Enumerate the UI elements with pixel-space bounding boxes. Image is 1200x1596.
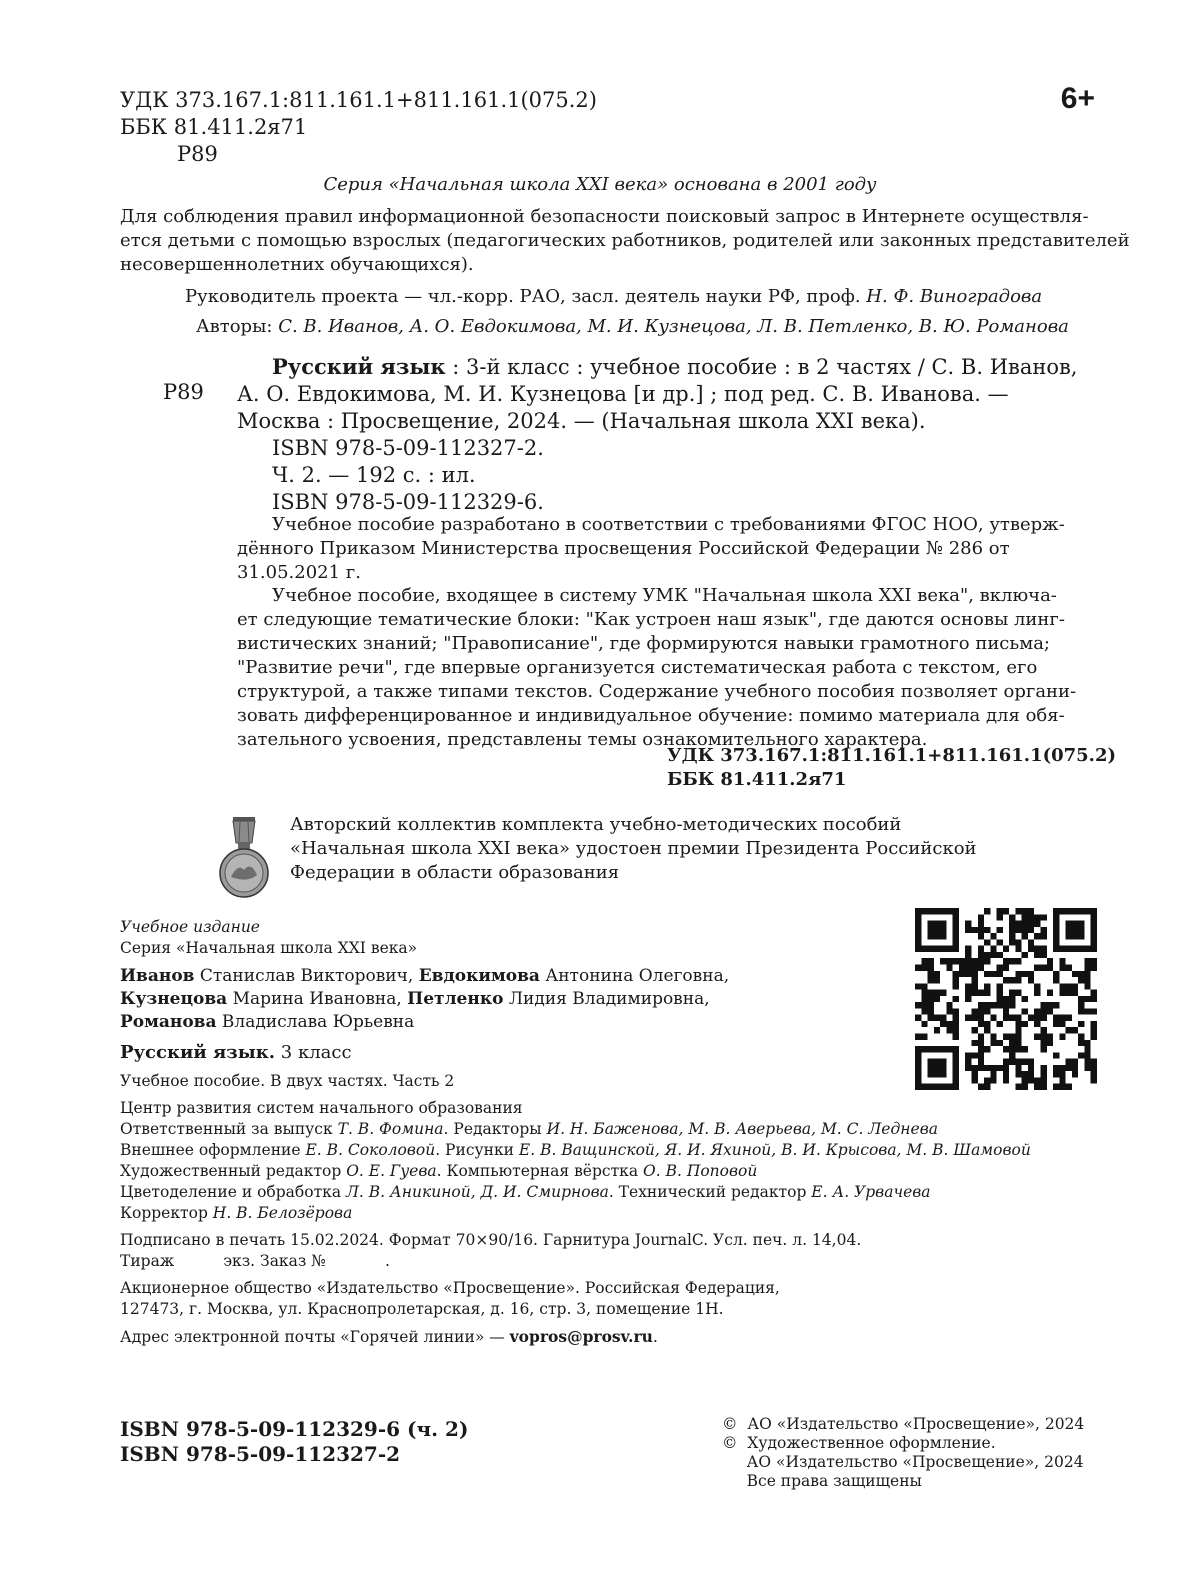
award-text (290, 813, 977, 885)
copyright-line: © АО «Издательство «Просвещение», 2024 (722, 1415, 1085, 1433)
email-link[interactable]: vopros@prosv.ru (509, 1327, 653, 1346)
book-subtitle: Учебное пособие. В двух частях. Часть 2 (120, 1072, 455, 1090)
safety-line: несовершеннолетних обучающихся). (120, 254, 474, 275)
annotation-line: Учебное пособие разработано в соответствии с требованиями ФГОС НОО, утверж- (272, 514, 1065, 535)
imprint-author-text: Евдокимова (418, 966, 540, 986)
medal-icon (218, 815, 270, 901)
imprint-author-text: Петленко (407, 989, 504, 1009)
annotation-codes (667, 744, 1116, 792)
email-suffix: . (652, 1328, 658, 1346)
annotation-line: зовать дифференцированное и индивидуальное обучение: помимо материала для обя- (237, 705, 1065, 726)
age-rating-badge: 6+ (1060, 82, 1095, 115)
bib-line: А. О. Евдокимова, М. И. Кузнецова [и др.] ; под ред. С. В. Иванова. — (237, 382, 1009, 406)
staff-credit-text: . Технический редактор (608, 1183, 812, 1201)
project-leader-name: Н. Ф. Виноградова (866, 286, 1043, 307)
author-mark: Р89 (177, 142, 218, 166)
publisher-line: Акционерное общество «Издательство «Просвещение». Российская Федерация, (120, 1279, 780, 1297)
imprint-author-text: Лидия Владимировна, (503, 989, 710, 1009)
center-line: Центр развития систем начального образования (120, 1099, 523, 1117)
staff-credit-text: Н. В. Белозёрова (212, 1204, 353, 1222)
book-grade: 3 класс (275, 1042, 352, 1063)
annotation-line: ет следующие тематические блоки: "Как устроен наш язык", где даются основы линг- (237, 609, 1065, 630)
bib-line: Москва : Просвещение, 2024. — (Начальная школа XXI века). (237, 409, 926, 433)
annotation-line: 31.05.2021 г. (237, 562, 361, 583)
copyright-block (722, 1415, 1084, 1491)
annotation-line: вистических знаний; "Правописание", где формируются навыки грамотного письма; (237, 633, 1050, 654)
staff-credit-text: Л. В. Аникиной, Д. И. Смирнова (346, 1183, 609, 1201)
publisher-address: 127473, г. Москва, ул. Краснопролетарская, д. 16, стр. 3, помещение 1Н. (120, 1300, 724, 1318)
award-line: Авторский коллектив комплекта учебно-методических пособий (290, 814, 902, 835)
series-note: Серия «Начальная школа XXI века» основана в 2001 году (323, 174, 877, 195)
staff-credit-text: Т. В. Фомина (337, 1120, 444, 1138)
annotation-paragraph (237, 584, 1092, 752)
imprint-author-text: Владислава Юрьевна (216, 1012, 415, 1032)
isbn-part-bottom: ISBN 978-5-09-112329-6 (ч. 2) (120, 1417, 469, 1441)
edition-type: Учебное издание (120, 918, 260, 936)
imprint-author-line (120, 965, 900, 988)
copyright-line: Все права защищены (722, 1472, 922, 1490)
staff-credit-text: О. Е. Гуева (346, 1162, 437, 1180)
copyright-line: АО «Издательство «Просвещение», 2024 (722, 1453, 1084, 1471)
imprint-author-line (120, 1011, 900, 1034)
staff-credit-text: Е. А. Урвачева (811, 1183, 931, 1201)
udk-code: УДК 373.167.1:811.161.1+811.161.1(075.2) (667, 745, 1116, 766)
imprint-author-line (120, 988, 900, 1011)
bbk-code: ББК 81.411.2я71 (667, 769, 847, 790)
qr-code-icon[interactable] (915, 908, 1097, 1090)
safety-line: ется детьми с помощью взрослых (педагогических работников, родителей или законных представителей (120, 230, 1130, 251)
authors-names: С. В. Иванов, А. О. Евдокимова, М. И. Кузнецова, Л. В. Петленко, В. Ю. Романова (278, 316, 1069, 337)
staff-credit-line (120, 1140, 1031, 1161)
award-line: Федерации в области образования (290, 862, 620, 883)
imprint-block (120, 917, 1031, 1348)
annotation-line: Учебное пособие, входящее в систему УМК "Начальная школа XXI века", включа- (272, 585, 1057, 606)
staff-credit-text: . Компьютерная вёрстка (436, 1162, 644, 1180)
isbn-part: ISBN 978-5-09-112329-6. (272, 490, 544, 514)
bbk-code: ББК 81.411.2я71 (120, 115, 308, 139)
isbn-set: ISBN 978-5-09-112327-2. (272, 436, 544, 460)
staff-credit-line (120, 1203, 900, 1224)
copyright-line: © Художественное оформление. (722, 1434, 996, 1452)
imprint-author-text: Станислав Викторович, (194, 966, 419, 986)
staff-credit-text: И. Н. Баженова, М. В. Аверьева, М. С. Леднева (546, 1120, 938, 1138)
header-codes (120, 87, 597, 168)
imprint-author-text: Марина Ивановна, (227, 989, 408, 1009)
circulation-line: Тираж экз. Заказ № . (120, 1252, 390, 1270)
staff-credit-text: Художественный редактор (120, 1162, 347, 1180)
book-title-bold: Русский язык (272, 354, 446, 379)
imprint-author-text: Антонина Олеговна, (539, 966, 730, 986)
staff-credit-text: Корректор (120, 1204, 213, 1222)
isbn-set-bottom: ISBN 978-5-09-112327-2 (120, 1442, 401, 1466)
staff-credit-text: . Редакторы (443, 1120, 547, 1138)
annotation-line: дённого Приказом Министерства просвещения Российской Федерации № 286 от (237, 538, 1010, 559)
safety-notice (120, 205, 1130, 277)
book-title-line (120, 1040, 900, 1065)
imprint-author-text: Кузнецова (120, 989, 228, 1009)
isbn-bottom (120, 1417, 468, 1467)
book-title: Русский язык. (120, 1042, 276, 1063)
part-info: Ч. 2. — 192 с. : ил. (272, 463, 476, 487)
staff-credit-text: Внешнее оформление (120, 1141, 306, 1159)
staff-credit-line (120, 1161, 900, 1182)
authors-line (196, 315, 1069, 339)
award-line: «Начальная школа XXI века» удостоен премии Президента Российской (290, 838, 977, 859)
staff-credit-line (120, 1119, 938, 1140)
annotation-line: структурой, а также типами текстов. Содержание учебного пособия позволяет органи- (237, 681, 1077, 702)
staff-credit-text: . Рисунки (435, 1141, 519, 1159)
imprint-authors (120, 965, 900, 1034)
staff-credit-text: Ответственный за выпуск (120, 1120, 338, 1138)
bibliographic-record (237, 353, 1077, 516)
safety-line: Для соблюдения правил информационной безопасности поисковый запрос в Интернете осуществля- (120, 206, 1089, 227)
email-label: Адрес электронной почты «Горячей линии» — (120, 1328, 510, 1346)
udk-code: УДК 373.167.1:811.161.1+811.161.1(075.2) (120, 88, 597, 112)
project-leader-role: Руководитель проекта — чл.-корр. РАО, засл. деятель науки РФ, проф. (185, 286, 867, 307)
staff-credit-text: О. В. Поповой (643, 1162, 758, 1180)
series-line: Серия «Начальная школа XXI века» (120, 939, 418, 957)
imprint-author-text: Иванов (120, 966, 195, 986)
staff-credit-line (120, 1182, 931, 1203)
staff-credits (120, 1119, 1031, 1224)
imprint-author-text: Романова (120, 1012, 217, 1032)
annotation-line: зательного усвоения, представлены темы ознакомительного характера. (237, 729, 928, 750)
annotation-line: "Развитие речи", где впервые организуется систематическая работа с текстом, его (237, 657, 1038, 678)
authors-label: Авторы: (196, 316, 279, 337)
hotline-email (120, 1326, 900, 1348)
annotation-paragraph (237, 513, 1092, 585)
project-leader (185, 285, 1042, 309)
staff-credit-text: Е. В. Ващинской, Я. И. Яхиной, В. И. Крысова, М. В. Шамовой (518, 1141, 1031, 1159)
bib-line: : 3-й класс : учебное пособие : в 2 частях / С. В. Иванов, (445, 355, 1078, 379)
print-info: Подписано в печать 15.02.2024. Формат 70×90/16. Гарнитура JournalC. Усл. печ. л. 14,04. (120, 1231, 862, 1249)
staff-credit-text: Цветоделение и обработка (120, 1183, 346, 1201)
staff-credit-text: Е. В. Соколовой (305, 1141, 436, 1159)
card-index: Р89 (163, 380, 204, 404)
